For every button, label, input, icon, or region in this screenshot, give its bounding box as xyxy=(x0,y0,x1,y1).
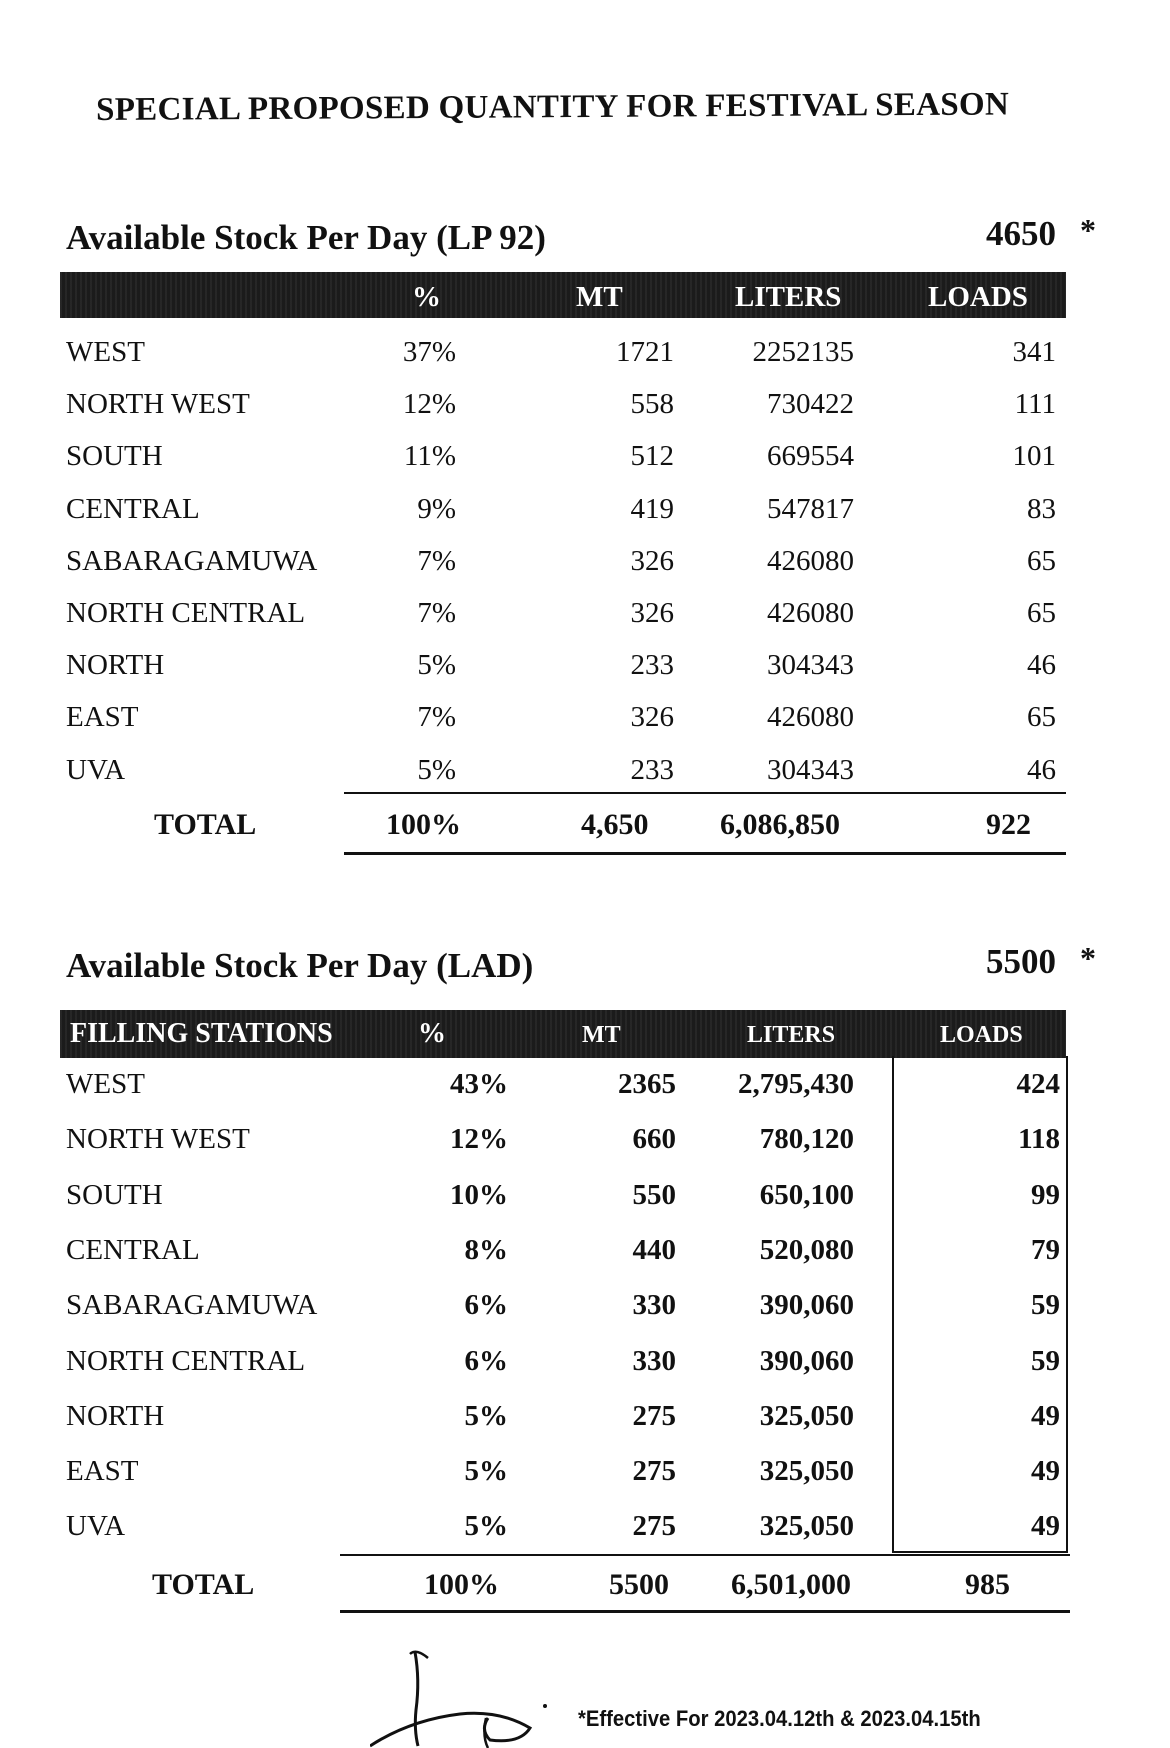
lp92-cell-mt: 1721 xyxy=(616,336,674,368)
lad-total-stock: 5500 xyxy=(986,942,1056,981)
lp92-cell-pct: 12% xyxy=(402,388,456,421)
lad-cell-region: UVA xyxy=(66,1510,126,1543)
lad-total-pct: 100% xyxy=(424,1568,499,1601)
lp92-cell-loads: 65 xyxy=(1027,597,1056,629)
lad-cell-pct: 5% xyxy=(464,1455,508,1488)
lp92-cell-pct: 9% xyxy=(417,492,456,525)
lp92-cell-loads: 46 xyxy=(1027,649,1056,682)
lp92-table-header xyxy=(60,272,1066,318)
lp92-cell-pct: 7% xyxy=(417,544,456,577)
lad-col-liters: LITERS xyxy=(747,1022,836,1048)
lad-total-liters: 6,501,000 xyxy=(731,1568,851,1601)
lad-table-row xyxy=(66,1455,1066,1495)
lad-cell-pct: 5% xyxy=(464,1399,508,1432)
lad-total-mt: 5500 xyxy=(609,1568,669,1601)
lad-cell-liters: 780,120 xyxy=(759,1123,854,1156)
lad-cell-liters: 650,100 xyxy=(759,1178,854,1211)
lp92-total-pct: 100% xyxy=(386,808,461,841)
lp92-total-stock: 4650 xyxy=(986,214,1056,253)
lad-cell-loads: 59 xyxy=(1031,1289,1060,1322)
lp92-cell-region: NORTH xyxy=(66,649,165,682)
lp92-cell-liters: 426080 xyxy=(767,597,854,629)
lad-loads-divider-right xyxy=(1066,1056,1068,1552)
lp92-cell-liters: 730422 xyxy=(767,388,854,421)
lp92-section-heading xyxy=(66,212,1096,266)
lad-cell-mt: 275 xyxy=(632,1510,676,1543)
lad-table-row xyxy=(66,1510,1066,1550)
lp92-total-mt: 4,650 xyxy=(581,808,649,841)
lad-cell-pct: 12% xyxy=(450,1123,508,1156)
lp92-cell-liters: 2252135 xyxy=(752,336,854,368)
lad-table-row xyxy=(66,1123,1066,1163)
lad-table-row xyxy=(66,1289,1066,1329)
lad-cell-pct: 6% xyxy=(464,1289,508,1322)
lad-total-row xyxy=(66,1568,1066,1608)
effective-date-footnote: *Effective For 2023.04.12th & 2023.04.15th xyxy=(578,1706,981,1731)
lad-cell-mt: 330 xyxy=(632,1289,676,1322)
lad-cell-mt: 2365 xyxy=(618,1068,676,1100)
signature xyxy=(370,1640,570,1748)
lad-total-label: TOTAL xyxy=(152,1568,255,1601)
lp92-cell-mt: 326 xyxy=(630,544,674,577)
lp92-cell-pct: 5% xyxy=(417,649,456,682)
lp92-cell-loads: 111 xyxy=(1014,388,1056,421)
lp92-cell-region: NORTH CENTRAL xyxy=(66,597,306,629)
lad-cell-mt: 275 xyxy=(632,1455,676,1488)
lp92-table-row xyxy=(66,440,1066,480)
lp92-cell-liters: 426080 xyxy=(767,701,854,734)
lp92-cell-pct: 5% xyxy=(417,753,456,786)
lp92-total-liters: 6,086,850 xyxy=(720,808,840,841)
lp92-total-row xyxy=(66,808,1066,848)
lad-col-loads: LOADS xyxy=(940,1022,1023,1048)
lad-cell-pct: 43% xyxy=(450,1068,508,1100)
lad-cell-mt: 440 xyxy=(632,1233,676,1266)
lad-cell-liters: 325,050 xyxy=(759,1510,854,1543)
lad-table-row xyxy=(66,1234,1066,1274)
lp92-cell-region: SABARAGAMUWA xyxy=(66,544,318,577)
lp92-cell-mt: 419 xyxy=(630,492,674,525)
lp92-cell-loads: 341 xyxy=(1012,336,1056,368)
lad-table-row xyxy=(66,1345,1066,1385)
lp92-table-row xyxy=(66,649,1066,689)
lp92-cell-loads: 65 xyxy=(1027,544,1056,577)
lad-cell-region: NORTH WEST xyxy=(66,1123,250,1156)
lp92-cell-region: NORTH WEST xyxy=(66,388,250,421)
lad-cell-region: WEST xyxy=(66,1068,145,1100)
lad-asterisk: * xyxy=(1080,940,1096,976)
lad-table-row xyxy=(66,1400,1066,1440)
lp92-total-loads: 922 xyxy=(986,808,1031,841)
lp92-cell-mt: 558 xyxy=(630,388,674,421)
lp92-table-row xyxy=(66,493,1066,533)
lad-total-loads: 985 xyxy=(965,1568,1010,1601)
lad-cell-liters: 520,080 xyxy=(759,1233,854,1266)
lp92-cell-pct: 11% xyxy=(403,440,456,473)
lp92-cell-pct: 37% xyxy=(402,336,456,368)
lp92-heading-label: Available Stock Per Day (LP 92) xyxy=(66,218,546,257)
lp92-table-row xyxy=(66,754,1066,794)
lad-col-pct: % xyxy=(418,1018,446,1049)
lad-cell-mt: 550 xyxy=(632,1178,676,1211)
page-title: SPECIAL PROPOSED QUANTITY FOR FESTIVAL SEASON xyxy=(96,86,1010,128)
lad-cell-liters: 390,060 xyxy=(759,1344,854,1377)
lp92-cell-region: SOUTH xyxy=(66,440,163,473)
lp92-cell-mt: 326 xyxy=(630,597,674,629)
lp92-cell-loads: 46 xyxy=(1027,753,1056,786)
lp92-cell-liters: 426080 xyxy=(767,544,854,577)
lad-cell-liters: 390,060 xyxy=(759,1289,854,1322)
lp92-cell-region: CENTRAL xyxy=(66,492,200,525)
lad-cell-region: SOUTH xyxy=(66,1178,163,1211)
lp92-cell-loads: 101 xyxy=(1012,440,1056,473)
lp92-table-row xyxy=(66,597,1066,637)
lp92-cell-pct: 7% xyxy=(417,701,456,734)
lp92-col-liters: LITERS xyxy=(735,281,842,313)
lp92-cell-mt: 233 xyxy=(630,649,674,682)
lad-cell-loads: 49 xyxy=(1031,1455,1060,1488)
lad-cell-liters: 325,050 xyxy=(759,1399,854,1432)
lad-cell-region: NORTH CENTRAL xyxy=(66,1344,306,1377)
lad-cell-region: CENTRAL xyxy=(66,1233,200,1266)
lp92-total-rule-top xyxy=(344,792,1066,794)
lad-cell-pct: 8% xyxy=(464,1233,508,1266)
lp92-total-label: TOTAL xyxy=(154,808,257,841)
lad-table-row xyxy=(66,1179,1066,1219)
lp92-cell-liters: 304343 xyxy=(767,649,854,682)
lad-cell-loads: 118 xyxy=(1018,1123,1060,1156)
lad-cell-loads: 424 xyxy=(1016,1068,1060,1100)
lad-col-mt: MT xyxy=(582,1022,621,1048)
lad-heading-label: Available Stock Per Day (LAD) xyxy=(66,946,534,985)
lp92-cell-mt: 512 xyxy=(630,440,674,473)
lad-cell-liters: 2,795,430 xyxy=(738,1068,854,1100)
lp92-cell-region: UVA xyxy=(66,753,126,786)
lp92-cell-liters: 669554 xyxy=(767,440,854,473)
lp92-col-pct: % xyxy=(412,281,441,313)
lp92-col-loads: LOADS xyxy=(928,281,1028,313)
lad-table-row xyxy=(66,1068,1066,1108)
lad-cell-pct: 10% xyxy=(450,1178,508,1211)
lp92-cell-liters: 304343 xyxy=(767,753,854,786)
lad-cell-pct: 5% xyxy=(464,1510,508,1543)
lp92-col-mt: MT xyxy=(576,281,623,313)
lad-cell-mt: 330 xyxy=(632,1344,676,1377)
lad-cell-loads: 49 xyxy=(1031,1510,1060,1543)
lp92-cell-loads: 83 xyxy=(1027,492,1056,525)
lad-cell-mt: 275 xyxy=(632,1399,676,1432)
lad-total-rule-bottom xyxy=(340,1610,1070,1613)
lp92-cell-loads: 65 xyxy=(1027,701,1056,734)
lp92-cell-mt: 233 xyxy=(630,753,674,786)
lp92-total-rule-bottom xyxy=(344,852,1066,855)
lp92-table-row xyxy=(66,336,1066,376)
lad-cell-loads: 79 xyxy=(1031,1233,1060,1266)
lad-section-heading xyxy=(66,940,1096,994)
lad-cell-loads: 49 xyxy=(1031,1399,1060,1432)
lp92-table-row xyxy=(66,545,1066,585)
lad-loads-box-bottom xyxy=(892,1551,1068,1553)
lp92-table-row xyxy=(66,701,1066,741)
lad-cell-region: NORTH xyxy=(66,1399,165,1432)
lad-col-filling-stations: FILLING STATIONS xyxy=(70,1018,333,1049)
lad-cell-region: SABARAGAMUWA xyxy=(66,1289,318,1322)
lp92-cell-region: EAST xyxy=(66,701,139,734)
lp92-cell-mt: 326 xyxy=(630,701,674,734)
lp92-table-row xyxy=(66,388,1066,428)
lad-cell-loads: 99 xyxy=(1031,1178,1060,1211)
lad-total-rule-top xyxy=(340,1554,1070,1556)
lad-table-header xyxy=(60,1010,1066,1058)
lad-cell-loads: 59 xyxy=(1031,1344,1060,1377)
lad-cell-mt: 660 xyxy=(632,1123,676,1156)
lad-cell-region: EAST xyxy=(66,1455,139,1488)
lp92-cell-pct: 7% xyxy=(417,597,456,629)
lp92-cell-region: WEST xyxy=(66,336,145,368)
lad-cell-liters: 325,050 xyxy=(759,1455,854,1488)
lp92-asterisk: * xyxy=(1080,212,1096,248)
lad-cell-pct: 6% xyxy=(464,1344,508,1377)
lp92-cell-liters: 547817 xyxy=(767,492,854,525)
